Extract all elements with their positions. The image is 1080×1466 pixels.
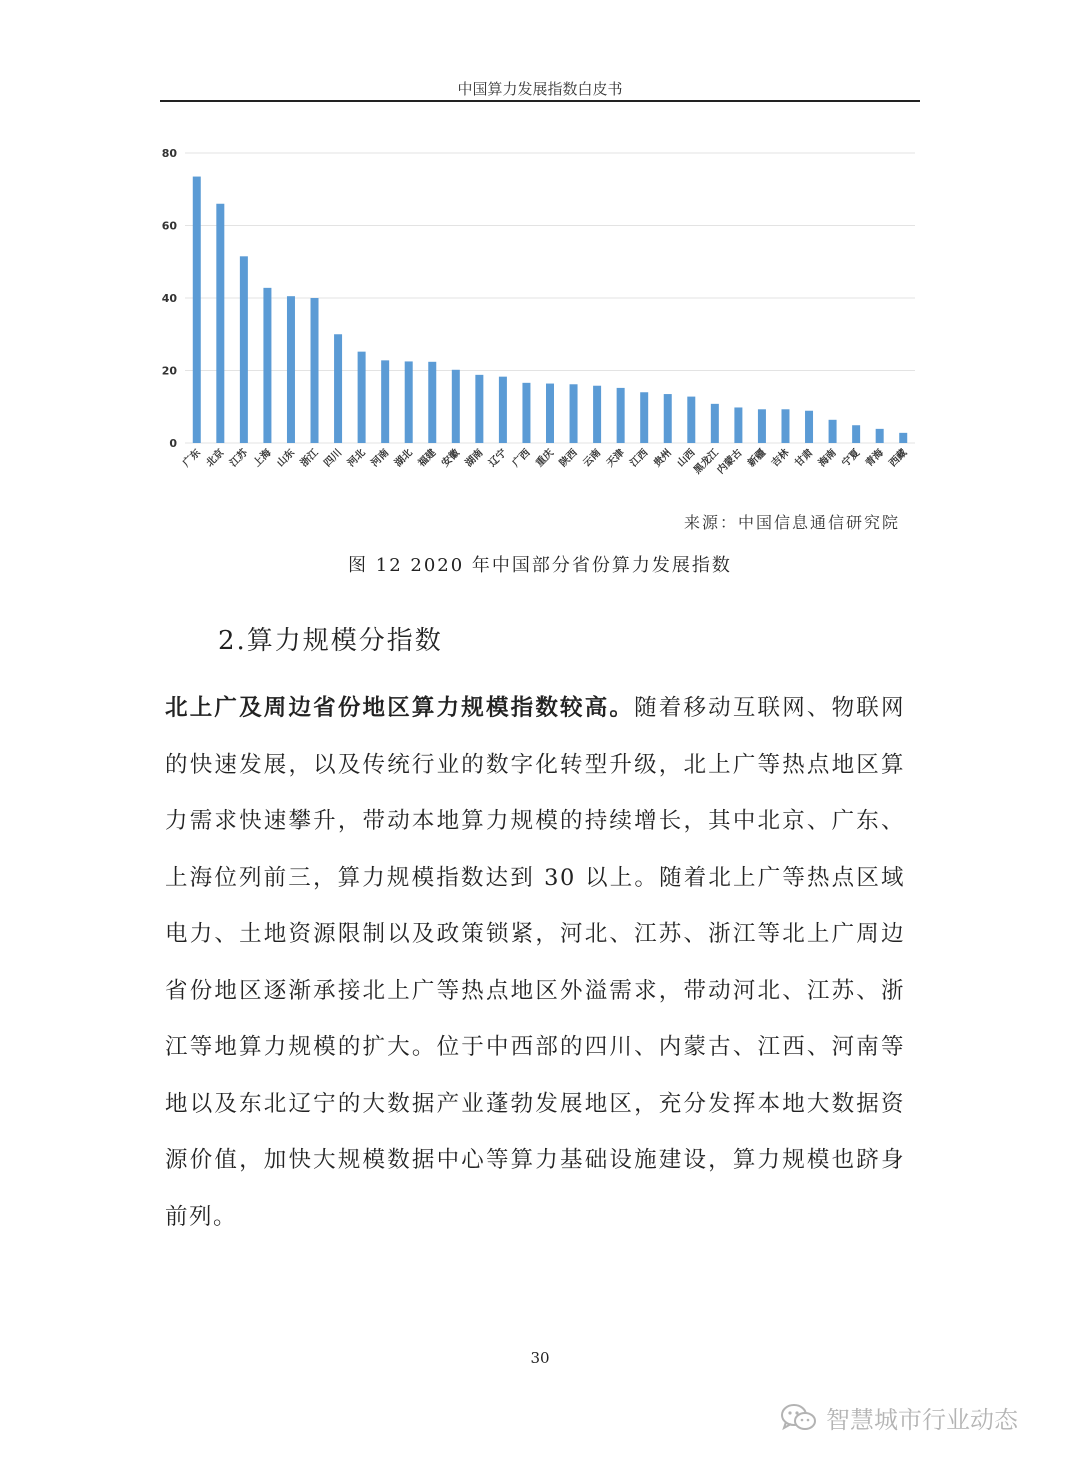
bar — [758, 409, 766, 443]
bar — [452, 370, 460, 443]
y-tick-label: 20 — [161, 364, 177, 378]
x-tick-label: 内蒙古 — [715, 447, 745, 477]
x-tick-label: 海南 — [816, 447, 839, 470]
running-header: 中国算力发展指数白皮书 — [457, 80, 623, 98]
x-tick-label: 浙江 — [298, 447, 321, 470]
x-tick-label: 吉林 — [769, 447, 792, 470]
x-tick-label: 河北 — [345, 447, 368, 470]
bar — [240, 256, 248, 443]
x-tick-label: 江西 — [628, 447, 651, 470]
bar — [428, 362, 436, 443]
x-tick-label: 江苏 — [228, 447, 250, 470]
bar — [570, 384, 578, 443]
header-rule — [160, 100, 920, 102]
bar — [899, 433, 907, 443]
y-tick-label: 0 — [169, 437, 177, 450]
body-paragraph — [165, 680, 905, 1245]
x-tick-label: 福建 — [416, 447, 439, 470]
y-tick-label: 40 — [161, 292, 177, 305]
bar — [734, 407, 742, 443]
bar — [805, 411, 813, 443]
x-tick-label: 西藏 — [887, 447, 910, 470]
figure-caption: 图 12 2020 年中国部分省份算力发展指数 — [348, 555, 732, 576]
bar — [358, 352, 366, 443]
bar — [876, 429, 884, 443]
bar — [405, 361, 413, 443]
bar — [499, 377, 507, 443]
x-tick-label: 黑龙江 — [691, 447, 721, 477]
x-tick-label: 云南 — [581, 447, 604, 470]
x-tick-label: 山西 — [675, 447, 698, 470]
bar — [829, 420, 837, 443]
figure-source: 来源：中国信息通信研究院 — [683, 513, 900, 532]
y-tick-label: 60 — [161, 219, 177, 233]
watermark — [780, 1400, 1018, 1435]
x-tick-label: 北京 — [204, 447, 227, 470]
paragraph-body: 随着移动互联网、物联网的快速发展，以及传统行业的数字化转型升级，北上广等热点地区算力需求快速攀升，带动本地算力规模的持续增长，其中北京、广东、上海位列前三，算力规模指数达到 30 以上。随着北上广等热点区域电力、土地资源限制以及政策锁紧，河北、江苏、浙江等北上广周边省份地区逐渐承接北上广等热点地区外溢需求，带动河北、江苏、浙江等地算力规模的扩大。位于中西部的四川、内蒙古、江西、河南等地以及东北辽宁的大数据产业蓬勃发展地区，充分发挥本地大数据资源价值，加快大规模数据中心等算力基础设施建设，算力规模也跻身前列。 — [165, 695, 905, 1230]
paragraph-lead: 北上广及周边省份地区算力规模指数较高。 — [165, 695, 635, 721]
x-tick-label: 青海 — [863, 447, 886, 470]
bar — [522, 383, 530, 443]
bar — [593, 386, 601, 443]
bar — [216, 204, 224, 443]
section-title: 2.算力规模分指数 — [218, 626, 443, 656]
x-tick-label: 上海 — [251, 447, 274, 470]
bar — [781, 409, 789, 443]
x-tick-label: 安徽 — [440, 447, 462, 470]
x-tick-label: 湖南 — [463, 447, 486, 470]
bar — [617, 388, 625, 443]
x-tick-label: 重庆 — [534, 447, 557, 470]
bar — [664, 394, 672, 443]
bar-chart — [150, 135, 930, 480]
x-tick-label: 山东 — [275, 447, 298, 470]
x-tick-label: 贵州 — [651, 447, 674, 470]
x-tick-label: 天津 — [604, 447, 627, 470]
y-tick-label: 80 — [161, 147, 177, 160]
x-tick-label: 河南 — [369, 447, 392, 470]
bar — [311, 298, 319, 443]
bar — [287, 296, 295, 443]
bar — [475, 375, 483, 443]
bar — [263, 288, 271, 443]
bar — [546, 384, 554, 443]
x-tick-label: 广西 — [510, 447, 533, 470]
x-tick-label: 湖北 — [392, 447, 415, 470]
x-tick-label: 陕西 — [557, 447, 580, 470]
wechat-icon — [780, 1403, 818, 1433]
bar — [334, 334, 342, 443]
watermark-text: 智慧城市行业动态 — [826, 1406, 1018, 1434]
bar — [193, 177, 201, 443]
bar — [381, 360, 389, 443]
bar — [640, 392, 648, 443]
x-tick-label: 新疆 — [746, 447, 769, 470]
x-tick-label: 四川 — [322, 447, 345, 470]
bar — [852, 425, 860, 443]
bar — [687, 397, 695, 443]
x-tick-label: 甘肃 — [793, 447, 816, 470]
x-tick-label: 宁夏 — [840, 447, 863, 470]
page-number: 30 — [530, 1349, 550, 1367]
x-tick-label: 广东 — [180, 447, 203, 470]
x-tick-label: 辽宁 — [487, 447, 510, 470]
bar — [711, 404, 719, 443]
